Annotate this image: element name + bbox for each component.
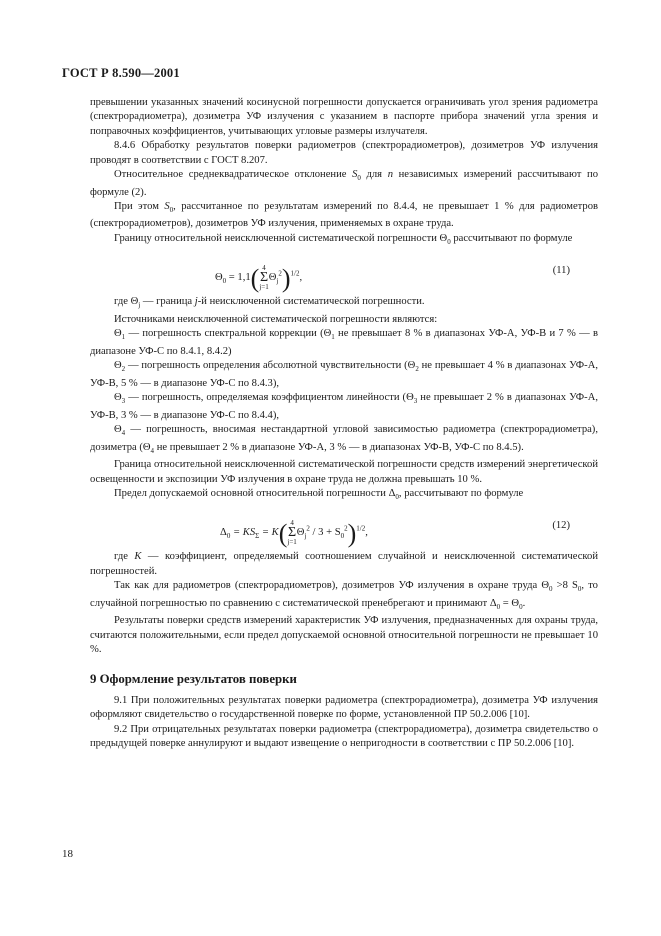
paragraph-9-1: 9.1 При положительных результатах поверки радиометра (спектрорадиометра), дозиметра УФ излучения оформляют свидетельство о государственной поверке по форме, установленной ПР 50.2.006 [10]. bbox=[90, 694, 598, 721]
page-number: 18 bbox=[62, 848, 73, 860]
document-code-header: ГОСТ Р 8.590—2001 bbox=[62, 66, 180, 80]
paragraph-std-deviation: Относительное среднеквадратическое отклонение $S_0$ для n независимых измерений рассчитывают по формуле (2). bbox=[90, 169, 598, 198]
paragraph-s0-limit: При этом $S_0$, рассчитанное по результатам измерений по 8.4.4, не превышает 1 % для радиометров (спектрорадиометров), дозиметров УФ излучения, применяемых в охране труда. bbox=[90, 200, 599, 230]
paragraph-error-limit: Предел допускаемой основной относительной погрешности $\Delta_0$, рассчитывают по формуле bbox=[114, 487, 524, 502]
paragraph-angle-limit: превышении указанных значений косинусной погрешности допускается ограничивать угол зрения радиометра (спектрорадиометра), дозиметра УФ излучения с указанием в паспорте прибора значений угла зрения и поправочных коэффициентов, учитывающих угловые размеры излучателя. bbox=[90, 97, 598, 137]
paragraph-k-definition: где K — коэффициент, определяемый соотношением случайной и неисключенной систематической погрешностей. bbox=[90, 551, 598, 577]
paragraph-theta-j-definition: где $\Theta_j$ — граница j-й неисключенной систематической погрешности. bbox=[114, 296, 425, 310]
section-9-title: 9 Оформление результатов поверки bbox=[90, 671, 297, 686]
paragraph-theta-2: $\Theta_2$ — погрешность определения абсолютной чувствительности ($\Theta_2$ не превышает 4 % в диапазонах УФ-А, УФ-В, 5 % — в диапазоне УФ-С по 8.4.3), bbox=[90, 360, 598, 389]
paragraph-positive-results: Результаты поверки средств измерений характеристик УФ излучения, предназначенных для охраны труда, считаются положительными, если предел допускаемой основной относительной погрешности не превышает 10 %. bbox=[90, 615, 598, 656]
formula-11-number: (11) bbox=[552, 265, 570, 277]
formula-12-expression: $\Delta_0 = KS_\Sigma = K$( 4 Σ $j=1\Theta_j^2 / 3 + S_0^2)^{1/2}$, bbox=[220, 519, 368, 549]
paragraph-systematic-boundary: Границу относительной неисключенной систематической погрешности $\Theta_0$ рассчитывают по формуле bbox=[114, 232, 573, 246]
paragraph-theta-4: $\Theta_4$ — погрешность, вносимая нестандартной угловой зависимостью радиометра (спектрорадиометра), дозиметра ($\Theta_4$ не превышает 2 % в диапазоне УФ-А, 3 % — в диапазонах УФ-В, УФ-С по 8.4.5). bbox=[90, 424, 598, 455]
paragraph-sources: Источниками неисключенной систематической погрешности являются: bbox=[114, 313, 438, 325]
paragraph-theta-3: $\Theta_3$ — погрешность, определяемая коэффициентом линейности ($\Theta_3$ не превышает 2 % в диапазонах УФ-А, УФ-В, 3 % — в диапазоне УФ-С по 8.4.4), bbox=[90, 392, 598, 421]
paragraph-8-4-6: 8.4.6 Обработку результатов поверки радиометров (спектрорадиометров), дозиметров УФ излучения проводят в соответствии с ГОСТ 8.207. bbox=[90, 140, 598, 166]
document-body bbox=[90, 96, 598, 752]
sum-symbol: 4 Σ j=1 bbox=[259, 264, 269, 292]
paragraph-9-2: 9.2 При отрицательных результатах поверки радиометра (спектрорадиометра), дозиметра свидетельство о предыдущей поверке аннулируют и выдают извещение о непригодности в соответствии с ПР 50.2.006 [10]. bbox=[90, 723, 598, 750]
paragraph-theta-1: $\Theta_1$ — погрешность спектральной коррекции ($\Theta_1$ не превышает 8 % в диапазонах УФ-А, УФ-В и 7 % — в диапазоне УФ-С по 8.4.1, 8.4.2) bbox=[90, 328, 598, 357]
paragraph-boundary-limit: Граница относительной неисключенной систематической погрешности средств измерений энергетической освещенности и экспозиции УФ излучения в охране труда не должна превышать 10 %. bbox=[90, 459, 598, 485]
formula-11-expression: $\Theta_0 = 1,1$( 4 Σ $j=1\Theta_j^2)^{1/2}$, bbox=[215, 264, 303, 294]
formula-12-number: (12) bbox=[552, 520, 570, 532]
sum-symbol: 4 Σ j=1 bbox=[287, 519, 297, 547]
formula-12 bbox=[90, 507, 598, 549]
paragraph-random-error: Так как для радиометров (спектрорадиометров), дозиметров УФ излучения в охране труда $\Theta_0 >8$ $S_0$, то случайной погрешностью по сравнению с систематической пренебрегают и принимают $\Delta_0 = \Theta_0$. bbox=[90, 580, 598, 611]
formula-11 bbox=[90, 252, 598, 294]
